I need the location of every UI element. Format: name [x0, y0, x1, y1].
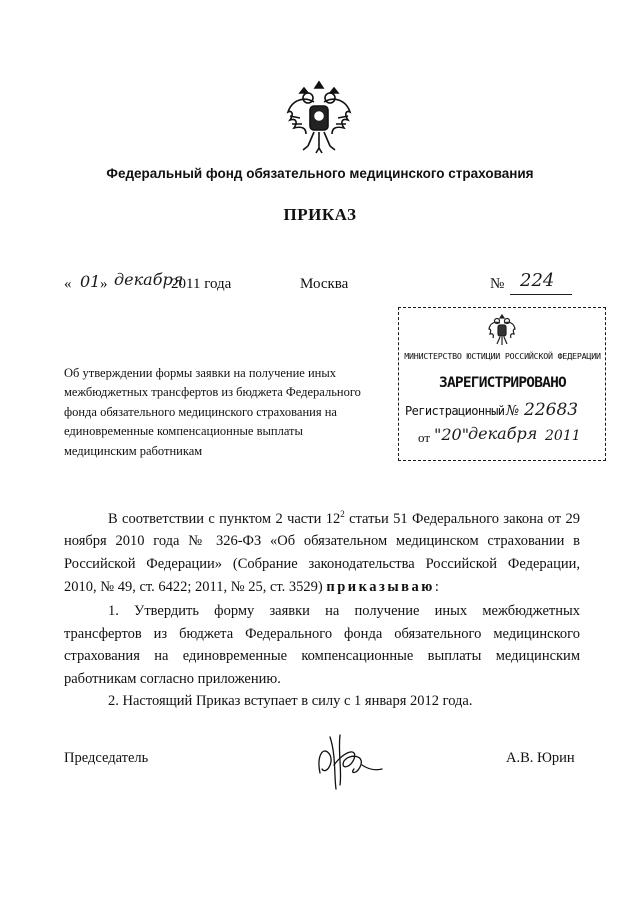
stamp-date-year: 2011 — [545, 428, 581, 444]
preamble-part-a: В соответствии с пунктом 2 части 12 — [108, 510, 341, 527]
date-quote-open: « — [64, 276, 72, 292]
stamp-reg-sign: № — [506, 403, 520, 419]
document-title: ПРИКАЗ — [283, 205, 357, 224]
city: Москва — [300, 276, 349, 292]
organization-name: Федеральный фонд обязательного медицинского страхования — [106, 166, 534, 181]
preamble-part-b: статьи 51 Федерального закона от 29 ноября 2010 года № 326-ФЗ «Об обязательном медицинском страховании в Российской Федерации» (Собрание законодательства Российской Федерации, 2010, № 49, ст. 6422; 2011, № 25, ст. 3529) — [64, 510, 580, 595]
order-item-1: 1. Утвердить форму заявки на получение иных межбюджетных трансфертов из бюджета Федерального фонда обязательного медицинского страхования на единовременные компенсационные выплаты медицинским работникам согласно приложению. — [64, 603, 580, 687]
date-year: 2011 года — [171, 276, 232, 292]
stamp-date-label: от — [418, 430, 431, 445]
order-item-2: 2. Настоящий Приказ вступает в силу с 1 января 2012 года. — [108, 693, 473, 709]
signer-name: А.В. Юрин — [506, 750, 575, 766]
date-quote-close: » — [100, 276, 108, 292]
stamp-emblem-icon — [487, 313, 517, 347]
order-word: приказываю — [326, 578, 435, 595]
preamble-superscript: 2 — [340, 509, 345, 519]
preamble-end: : — [434, 578, 439, 595]
number-underline — [510, 294, 572, 295]
stamp-ministry: МИНИСТЕРСТВО ЮСТИЦИИ РОССИЙСКОЙ ФЕДЕРАЦИИ — [404, 351, 601, 361]
date-month: декабря — [114, 270, 184, 289]
stamp-date-day: "20" — [434, 425, 470, 444]
date-day: 01 — [80, 272, 101, 291]
order-number: 224 — [520, 270, 555, 291]
handwritten-signature-icon — [310, 725, 390, 795]
preamble-paragraph — [64, 503, 580, 598]
stamp-date-month: декабря — [468, 424, 538, 443]
stamp-reg-label: Регистрационный — [405, 404, 505, 418]
order-subject: Об утверждении формы заявки на получение иных межбюджетных трансфертов из бюджета Федерального фонда обязательного медицинского страхования на единовременные компенсационные выплаты медицинским работникам — [64, 366, 361, 458]
stamp-registered: ЗАРЕГИСТРИРОВАНО — [439, 375, 566, 391]
signer-position: Председатель — [64, 750, 149, 766]
coat-of-arms-icon — [284, 78, 354, 156]
number-sign: № — [490, 276, 505, 292]
stamp-reg-number: 22683 — [524, 400, 579, 420]
